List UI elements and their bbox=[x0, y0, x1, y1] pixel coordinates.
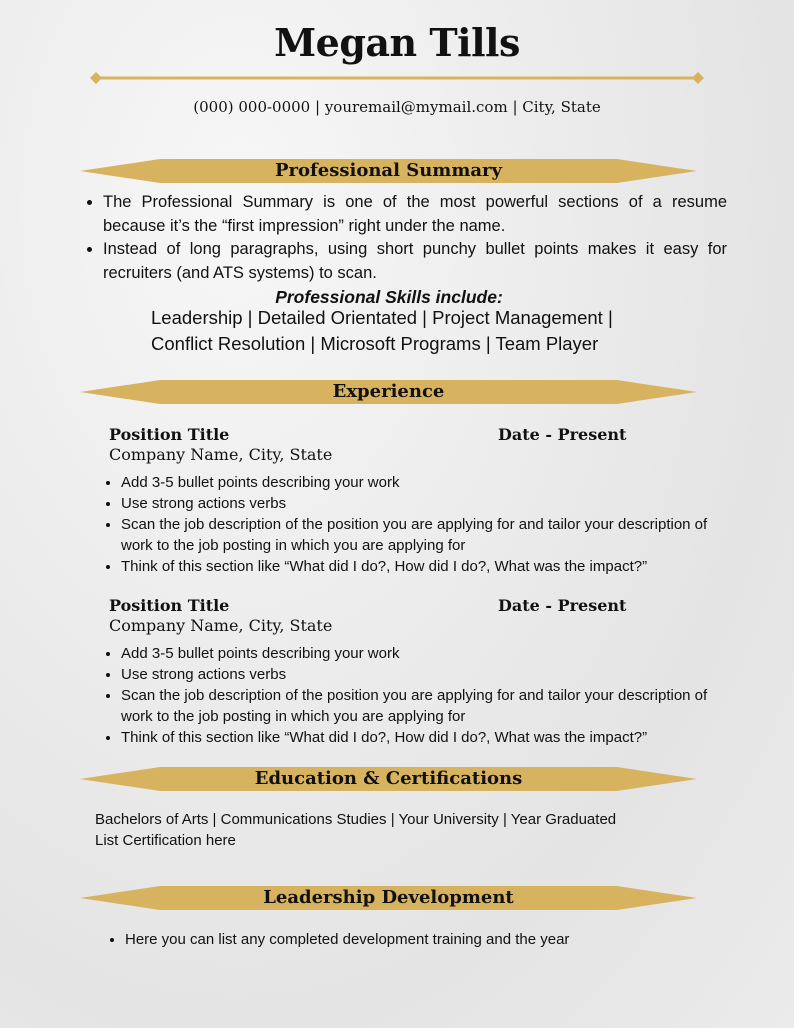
list-item: • Scan the job description of the position you are applying for and tailor your description of work to the job posting in which you are applying for bbox=[121, 514, 743, 556]
leadership-title: Leadership Development bbox=[263, 887, 514, 908]
list-item: • Instead of long paragraphs, using short punchy bullet points makes it easy for recruiters (and ATS systems) to scan. bbox=[103, 238, 727, 285]
list-item: • Think of this section like “What did I do?, How did I do?, What was the impact?” bbox=[121, 556, 743, 577]
summary-list bbox=[80, 191, 727, 285]
summary-banner bbox=[80, 157, 697, 185]
list-item: • Add 3-5 bullet points describing your work bbox=[121, 643, 743, 664]
position-date: Date - Present bbox=[498, 596, 627, 615]
company-name: Company Name, City, State bbox=[109, 445, 333, 464]
list-item: • Add 3-5 bullet points describing your work bbox=[121, 472, 743, 493]
name-divider bbox=[90, 71, 704, 85]
job-bullets bbox=[99, 472, 743, 577]
list-item: • Think of this section like “What did I do?, How did I do?, What was the impact?” bbox=[121, 727, 743, 748]
summary-title: Professional Summary bbox=[275, 160, 502, 181]
experience-title: Experience bbox=[332, 381, 445, 402]
skills-line: Conflict Resolution | Microsoft Programs | Team Player bbox=[151, 333, 599, 354]
position-title: Position Title bbox=[109, 425, 230, 444]
leadership-banner bbox=[80, 884, 697, 912]
list-item: • Here you can list any completed development training and the year bbox=[125, 929, 725, 950]
skills-line: Leadership | Detailed Orientated | Project Management | bbox=[151, 307, 613, 328]
skills-heading: Professional Skills include: bbox=[275, 287, 503, 307]
list-item: • The Professional Summary is one of the most powerful sections of a resume because it’s the “first impression” right under the name. bbox=[103, 191, 727, 238]
contact-line: (000) 000-0000 | youremail@mymail.com | City, State bbox=[193, 98, 601, 116]
position-title: Position Title bbox=[109, 596, 230, 615]
education-title: Education & Certifications bbox=[254, 768, 523, 789]
list-item: • Use strong actions verbs bbox=[121, 493, 743, 514]
certification-line: List Certification here bbox=[95, 832, 236, 849]
list-item: • Use strong actions verbs bbox=[121, 664, 743, 685]
experience-banner bbox=[80, 378, 697, 406]
company-name: Company Name, City, State bbox=[109, 616, 333, 635]
list-item: • Scan the job description of the position you are applying for and tailor your description of work to the job posting in which you are applying for bbox=[121, 685, 743, 727]
leadership-list bbox=[104, 929, 725, 950]
education-line: Bachelors of Arts | Communications Studies | Your University | Year Graduated bbox=[95, 811, 617, 828]
education-banner bbox=[80, 765, 697, 793]
candidate-name: Megan Tills bbox=[274, 20, 520, 65]
job-bullets bbox=[99, 643, 743, 748]
position-date: Date - Present bbox=[498, 425, 627, 444]
